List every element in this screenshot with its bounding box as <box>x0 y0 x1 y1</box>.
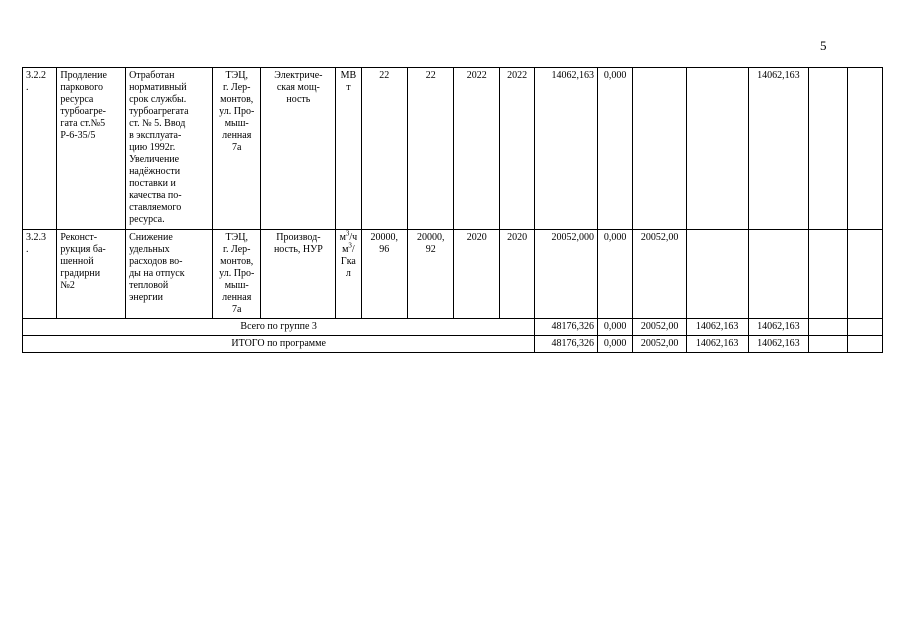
extra-cell <box>847 336 882 353</box>
summary-2021: 14062,163 <box>686 336 748 353</box>
row-number: 3.2.3 . <box>23 230 57 319</box>
cost-2021 <box>686 68 748 230</box>
event-reason: Отработан нормативный срок службы. турбоагрегата ст. № 5. Ввод в эксплуата- цию 1992г. Увеличение надёжности поставки и качества по- ставляемого ресурса. <box>126 68 213 230</box>
event-location: ТЭЦ, г. Лер- монтов, ул. Про- мыш- ленная 7а <box>212 230 261 319</box>
value-before: 22 <box>361 68 407 230</box>
extra-cell <box>847 319 882 336</box>
summary-2020: 20052,00 <box>633 336 687 353</box>
event-name: Реконст- рукция ба- шенной градирни №2 <box>57 230 126 319</box>
extra-cell <box>847 68 882 230</box>
year-end: 2020 <box>499 230 534 319</box>
unit-part: м <box>342 244 349 255</box>
cost-2020 <box>633 68 687 230</box>
unit-part: /ч <box>349 232 358 243</box>
total-cost: 20052,000 <box>535 230 598 319</box>
year-start: 2020 <box>454 230 499 319</box>
table-row <box>23 68 883 230</box>
value-before: 20000, 96 <box>361 230 407 319</box>
extra-cell <box>809 336 847 353</box>
year-start: 2022 <box>454 68 499 230</box>
summary-2020: 20052,00 <box>633 319 687 336</box>
value-after: 22 <box>408 68 454 230</box>
row-number: 3.2.2 . <box>23 68 57 230</box>
summary-label: ИТОГО по программе <box>23 336 535 353</box>
extra-cell <box>809 319 847 336</box>
indicator: Производ- ность, НУР <box>261 230 336 319</box>
page-number: 5 <box>820 38 827 53</box>
extra-cell <box>809 230 847 319</box>
summary-2019: 0,000 <box>597 319 632 336</box>
summary-total: 48176,326 <box>535 336 598 353</box>
event-reason: Снижение удельных расходов во- ды на отпуск тепловой энергии <box>126 230 213 319</box>
summary-row <box>23 319 883 336</box>
unit <box>336 230 361 319</box>
year-end: 2022 <box>499 68 534 230</box>
summary-2019: 0,000 <box>597 336 632 353</box>
unit-part: м <box>339 232 346 243</box>
unit-part: / Гка л <box>340 244 356 279</box>
event-location: ТЭЦ, г. Лер- монтов, ул. Про- мыш- ленная 7а <box>212 68 261 230</box>
summary-2021: 14062,163 <box>686 319 748 336</box>
value-after: 20000, 92 <box>408 230 454 319</box>
cost-2019: 0,000 <box>597 68 632 230</box>
total-cost: 14062,163 <box>535 68 598 230</box>
summary-total: 48176,326 <box>535 319 598 336</box>
extra-cell <box>809 68 847 230</box>
table-row <box>23 230 883 319</box>
program-table <box>22 67 883 353</box>
cost-2022 <box>748 230 809 319</box>
summary-2022: 14062,163 <box>748 319 809 336</box>
summary-2022: 14062,163 <box>748 336 809 353</box>
cost-2022: 14062,163 <box>748 68 809 230</box>
cost-2019: 0,000 <box>597 230 632 319</box>
summary-row <box>23 336 883 353</box>
unit-superscript: 3 <box>345 229 350 238</box>
extra-cell <box>847 230 882 319</box>
cost-2021 <box>686 230 748 319</box>
unit: МВ т <box>336 68 361 230</box>
summary-label: Всего по группе 3 <box>23 319 535 336</box>
cost-2020: 20052,00 <box>633 230 687 319</box>
unit-superscript: 3 <box>348 241 352 250</box>
indicator: Электриче- ская мощ- ность <box>261 68 336 230</box>
event-name: Продление паркового ресурса турбоагре- гата ст.№5 Р-6-35/5 <box>57 68 126 230</box>
